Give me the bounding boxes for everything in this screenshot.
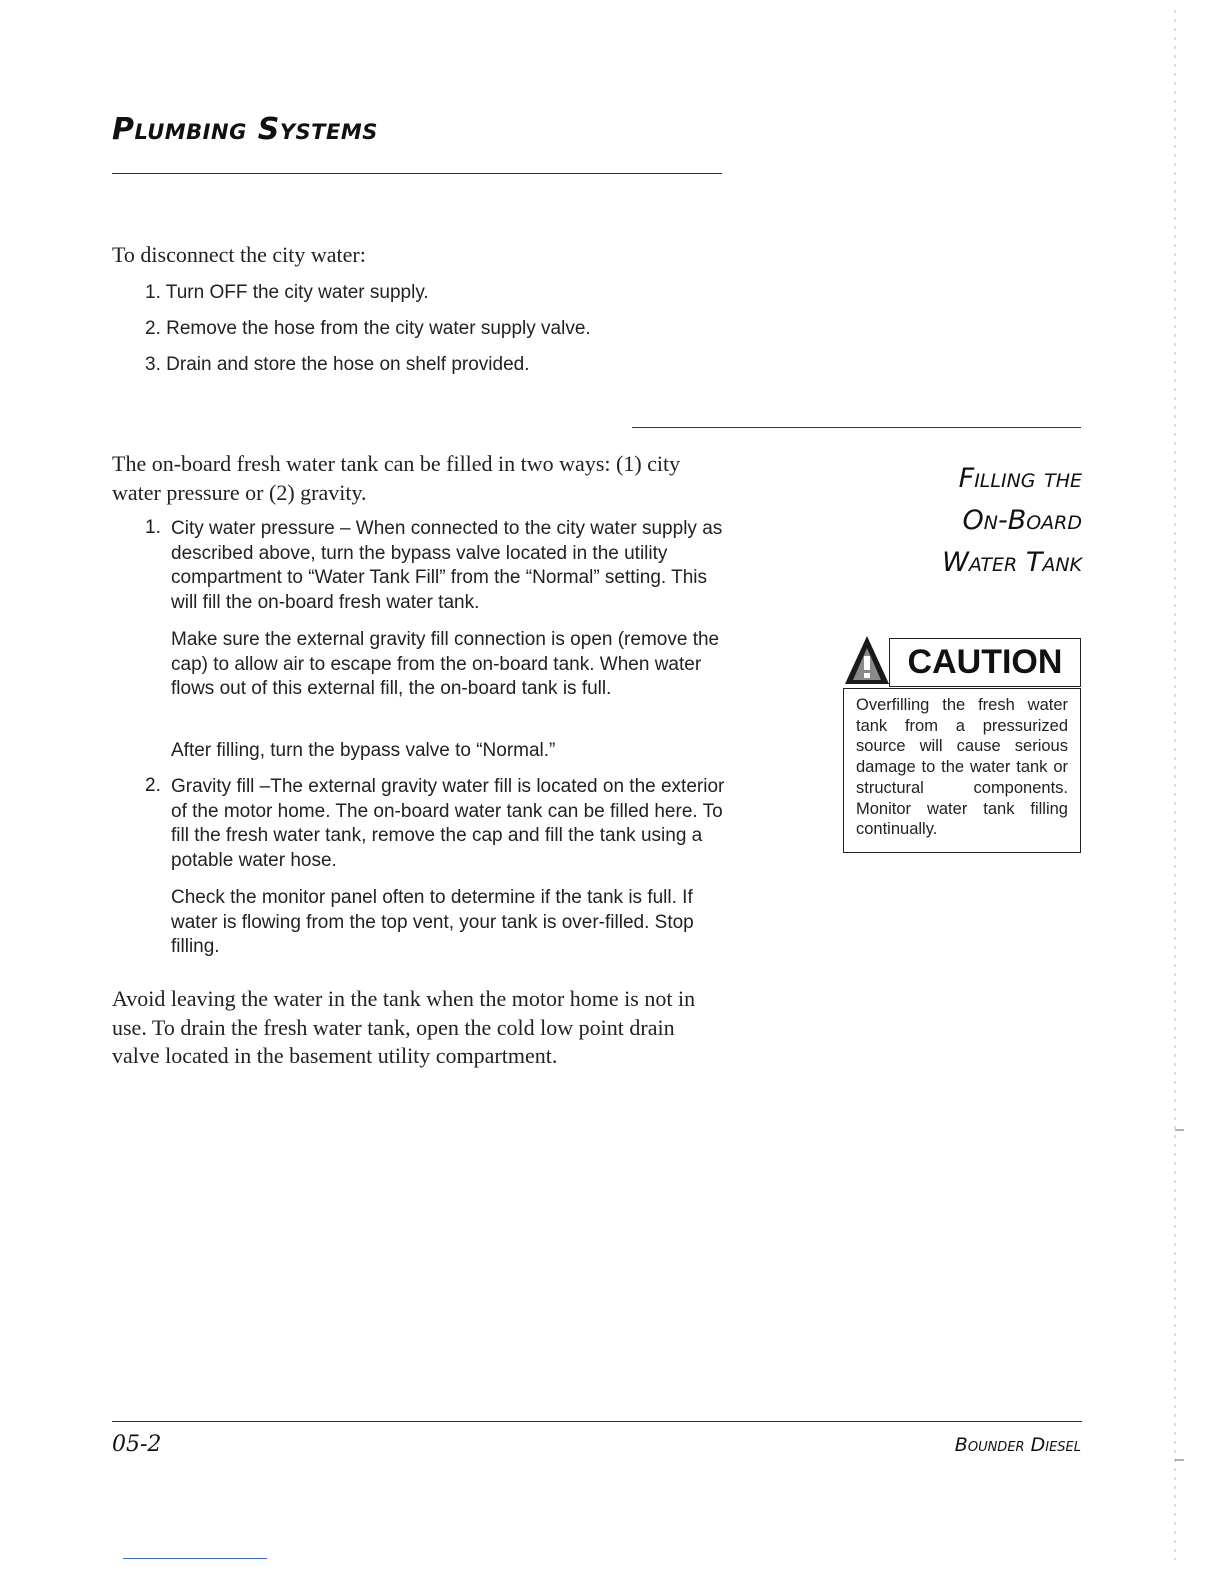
- step-number: 1.: [145, 282, 161, 303]
- step-text: Remove the hose from the city water supply valve.: [166, 318, 591, 339]
- section-heading-line: Water Tank: [942, 547, 1082, 578]
- list-item: [145, 318, 591, 340]
- step-number: 3.: [145, 354, 161, 375]
- item1-paragraph: City water pressure – When connected to the city water supply as described above, turn the bypass valve located in the utility compartment to “Water Tank Fill” from the “Normal” setting. This will fill the on-board fresh water tank.: [171, 518, 723, 613]
- product-name: Bounder Diesel: [954, 1434, 1081, 1456]
- footer-divider: [112, 1421, 1082, 1422]
- page-number: 05-2: [112, 1432, 162, 1457]
- header-divider: [112, 173, 722, 174]
- step-text: Drain and store the hose on shelf provided.: [166, 354, 530, 375]
- caution-title: CAUTION: [889, 638, 1081, 687]
- list-item: [145, 282, 591, 304]
- scan-edge-mark: [1170, 0, 1190, 1584]
- item-number: 2.: [145, 775, 161, 796]
- step-text: Turn OFF the city water supply.: [165, 282, 429, 303]
- bottom-line: [123, 1558, 267, 1559]
- item1-paragraph: Make sure the external gravity fill connection is open (remove the cap) to allow air to escape from the on-board tank. When water flows out of this external fill, the on-board tank is full.: [171, 629, 720, 699]
- list-item: [145, 354, 591, 376]
- disconnect-steps: [145, 282, 591, 390]
- section-heading-line: On-Board: [962, 505, 1082, 536]
- item1-paragraph: After filling, turn the bypass valve to “Normal.”: [171, 740, 556, 761]
- section-heading-line: Filling the: [958, 463, 1082, 494]
- item2-paragraph: Check the monitor panel often to determine if the tank is full. If water is flowing from the top vent, your tank is over-filled. Stop filling.: [171, 887, 694, 957]
- item2-paragraph: Gravity fill –The external gravity water fill is located on the exterior of the motor home. The on-board water tank can be filled here. To fill the fresh water tank, remove the cap and fill the tank using a potable water hose.: [171, 776, 725, 871]
- warning-triangle-icon: [843, 634, 891, 686]
- caution-text: Overfilling the fresh water tank from a pressurized source will cause serious damage to the water tank or structural components. Monitor water tank filling continually.: [843, 688, 1081, 853]
- caution-box: [843, 638, 1081, 853]
- fill-intro: The on-board fresh water tank can be filled in two ways: (1) city water pressure or (2) gravity.: [112, 451, 681, 505]
- section-divider: [632, 427, 1081, 428]
- item-number: 1.: [145, 517, 161, 538]
- section-heading: [880, 458, 1082, 584]
- disconnect-intro: To disconnect the city water:: [112, 242, 366, 267]
- step-number: 2.: [145, 318, 161, 339]
- page-header-title: Plumbing Systems: [112, 112, 378, 147]
- closing-paragraph: Avoid leaving the water in the tank when the motor home is not in use. To drain the fresh water tank, open the cold low point drain valve located in the basement utility compartment.: [112, 986, 696, 1068]
